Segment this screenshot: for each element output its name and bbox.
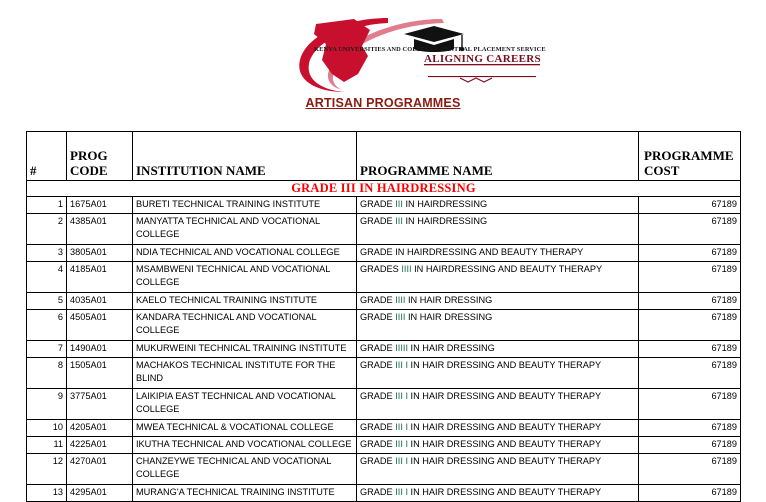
row-prog-code: 4205A01 (67, 420, 133, 437)
row-prog-code: 3775A01 (67, 389, 133, 420)
row-number: 5 (27, 293, 67, 310)
header-prog-code-line2: CODE (70, 162, 108, 178)
row-programme-cost: 67189 (639, 389, 741, 420)
table-row (27, 454, 741, 485)
row-number: 8 (27, 358, 67, 389)
row-number: 9 (27, 389, 67, 420)
table-row (27, 214, 741, 245)
section-header-label: GRADE III IN HAIRDRESSING (27, 181, 741, 197)
row-prog-code: 1675A01 (67, 197, 133, 214)
row-institution: KANDARA TECHNICAL AND VOCATIONAL COLLEGE (133, 310, 357, 341)
row-institution: CHANZEYWE TECHNICAL AND VOCATIONAL COLLEGE (133, 454, 357, 485)
row-programme-cost: 67189 (639, 454, 741, 485)
row-programme-name: GRADE III I IN HAIR DRESSING AND BEAUTY THERAPY (357, 485, 639, 502)
row-programme-cost: 67189 (639, 245, 741, 262)
roman-numeral: III (395, 216, 403, 226)
programmes-table (26, 131, 741, 502)
roman-numeral: III I (395, 439, 408, 449)
row-prog-code: 4270A01 (67, 454, 133, 485)
row-programme-name: GRADE III I IN HAIR DRESSING AND BEAUTY THERAPY (357, 358, 639, 389)
table-row (27, 358, 741, 389)
row-prog-code: 4185A01 (67, 262, 133, 293)
row-programme-cost: 67189 (639, 293, 741, 310)
row-programme-name: GRADE III I IN HAIR DRESSING AND BEAUTY THERAPY (357, 437, 639, 454)
logo-org-name: KENYA UNIVERSITIES AND COLLEGES CENTRAL PLACEMENT SERVICE (314, 46, 546, 53)
row-institution: LAIKIPIA EAST TECHNICAL AND VOCATIONAL COLLEGE (133, 389, 357, 420)
row-programme-cost: 67189 (639, 262, 741, 293)
row-number: 3 (27, 245, 67, 262)
row-institution: IKUTHA TECHNICAL AND VOCATIONAL COLLEGE (133, 437, 357, 454)
header-programme-name: PROGRAMME NAME (357, 132, 639, 181)
roman-numeral: IIIII (395, 343, 408, 353)
header-prog-code (67, 132, 133, 181)
row-programme-name: GRADE III IN HAIRDRESSING (357, 214, 639, 245)
roman-numeral: III I (395, 391, 408, 401)
row-number: 1 (27, 197, 67, 214)
table-row (27, 437, 741, 454)
row-institution: MANYATTA TECHNICAL AND VOCATIONAL COLLEGE (133, 214, 357, 245)
table-body (27, 197, 741, 502)
row-programme-name: GRADE III IN HAIRDRESSING (357, 197, 639, 214)
row-programme-name: GRADE III I IN HAIR DRESSING AND BEAUTY THERAPY (357, 420, 639, 437)
row-number: 10 (27, 420, 67, 437)
roman-numeral: III I (395, 360, 408, 370)
row-institution: KAELO TECHNICAL TRAINING INSTITUTE (133, 293, 357, 310)
roman-numeral: IIII (395, 295, 406, 305)
table-row (27, 293, 741, 310)
row-programme-name: GRADE IIII IN HAIR DRESSING (357, 293, 639, 310)
row-number: 4 (27, 262, 67, 293)
row-prog-code: 4225A01 (67, 437, 133, 454)
roman-numeral: III I (395, 456, 408, 466)
row-institution: BURETI TECHNICAL TRAINING INSTITUTE (133, 197, 357, 214)
logo-tagline: ALIGNING CAREERS (424, 53, 541, 65)
row-institution: MACHAKOS TECHNICAL INSTITUTE FOR THE BLIND (133, 358, 357, 389)
row-programme-name: GRADE III I IN HAIR DRESSING AND BEAUTY THERAPY (357, 454, 639, 485)
row-programme-cost: 67189 (639, 437, 741, 454)
roman-numeral: III I (395, 487, 408, 497)
table-row (27, 420, 741, 437)
row-number: 12 (27, 454, 67, 485)
row-number: 7 (27, 341, 67, 358)
logo-header (0, 0, 766, 96)
table-row (27, 262, 741, 293)
row-institution: NDIA TECHNICAL AND VOCATIONAL COLLEGE (133, 245, 357, 262)
row-number: 13 (27, 485, 67, 502)
row-institution: MURANG'A TECHNICAL TRAINING INSTITUTE (133, 485, 357, 502)
row-prog-code: 4035A01 (67, 293, 133, 310)
page-title: ARTISAN PROGRAMMES (305, 96, 461, 110)
row-programme-name: GRADE III I IN HAIR DRESSING AND BEAUTY THERAPY (357, 389, 639, 420)
row-programme-cost: 67189 (639, 214, 741, 245)
row-prog-code: 3805A01 (67, 245, 133, 262)
section-header-row (27, 181, 741, 197)
roman-numeral: IIII (395, 312, 406, 322)
header-cost-line1: PROGRAMME (644, 148, 734, 163)
row-prog-code: 4385A01 (67, 214, 133, 245)
kuccps-logo (292, 16, 546, 94)
table-row (27, 197, 741, 214)
row-programme-name: GRADE IIII IN HAIR DRESSING (357, 310, 639, 341)
header-institution-name: INSTITUTION NAME (133, 132, 357, 181)
row-programme-cost: 67189 (639, 310, 741, 341)
row-prog-code: 1490A01 (67, 341, 133, 358)
table-row (27, 310, 741, 341)
table-row (27, 245, 741, 262)
row-programme-name: GRADE IIIII IN HAIR DRESSING (357, 341, 639, 358)
row-prog-code: 4295A01 (67, 485, 133, 502)
header-prog-code-line1: PROG (70, 148, 108, 163)
row-programme-cost: 67189 (639, 197, 741, 214)
row-number: 6 (27, 310, 67, 341)
row-programme-cost: 67189 (639, 420, 741, 437)
header-cost-line2: COST (644, 162, 680, 178)
row-programme-name: GRADE IN HAIRDRESSING AND BEAUTY THERAPY (357, 245, 639, 262)
roman-numeral: III I (395, 422, 408, 432)
row-programme-cost: 67189 (639, 485, 741, 502)
row-number: 2 (27, 214, 67, 245)
row-programme-cost: 67189 (639, 341, 741, 358)
roman-numeral: IIII (401, 264, 412, 274)
row-prog-code: 4505A01 (67, 310, 133, 341)
header-number: # (27, 132, 67, 181)
row-institution: MUKURWEINI TECHNICAL TRAINING INSTITUTE (133, 341, 357, 358)
row-institution: MWEA TECHNICAL & VOCATIONAL COLLEGE (133, 420, 357, 437)
table-row (27, 341, 741, 358)
row-prog-code: 1505A01 (67, 358, 133, 389)
header-programme-cost (639, 132, 741, 181)
row-institution: MSAMBWENI TECHNICAL AND VOCATIONAL COLLEGE (133, 262, 357, 293)
row-programme-name: GRADES IIII IN HAIRDRESSING AND BEAUTY THERAPY (357, 262, 639, 293)
roman-numeral: III (395, 199, 403, 209)
table-header-row (27, 132, 741, 181)
row-programme-cost: 67189 (639, 358, 741, 389)
programmes-table-container (26, 131, 740, 502)
table-row (27, 485, 741, 502)
row-number: 11 (27, 437, 67, 454)
table-row (27, 389, 741, 420)
